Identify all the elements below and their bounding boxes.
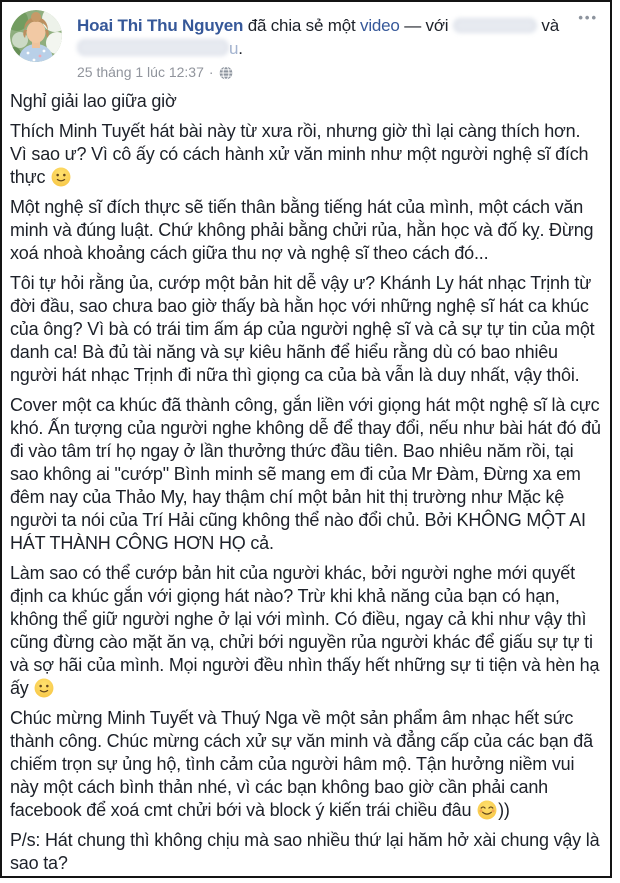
slight-smile-emoji <box>51 167 71 187</box>
post-paragraph: Tôi tự hỏi rằng ủa, cướp một bản hit dễ vậy ư? Khánh Ly hát nhạc Trịnh từ đời đầu, sao chưa bao giờ thấy bà hằn học với những nghệ sĩ hát ca khúc của ông? Vì bà có trái tim ấm áp của người nghệ sĩ và cả sự tự tin của một danh ca! Bà đủ tài năng và sự kiêu hãnh để hiểu rằng dù có bao nhiêu người hát nhạc Trịnh đi nữa thì giọng ca của bà vẫn là duy nhất, vậy thôi. <box>10 273 595 385</box>
post-paragraph: Một nghệ sĩ đích thực sẽ tiến thân bằng tiếng hát của mình, một cách văn minh và đúng luật. Chứ không phải bằng chửi rủa, hằn học và đố kỵ. Đừng xoá nhoà khoảng cách giữa thu nợ và nghệ sĩ theo cách đó... <box>10 197 594 263</box>
and-text: và <box>536 16 559 35</box>
post-body <box>2 82 610 875</box>
with-text: — với <box>399 16 453 35</box>
post-paragraph: Thích Minh Tuyết hát bài này từ xưa rồi, nhưng giờ thì lại càng thích hơn. Vì sao ư? Vì cô ấy có cách hành xử văn minh như một người nghệ sĩ đích thực <box>10 121 589 187</box>
avatar-image <box>10 10 62 62</box>
slight-smile-emoji <box>34 678 54 698</box>
header-text <box>77 10 568 82</box>
meta-separator: · <box>208 64 214 80</box>
video-link[interactable]: video <box>360 16 400 35</box>
avatar[interactable] <box>10 10 62 62</box>
post-meta <box>77 63 568 82</box>
header-line-1 <box>77 14 568 37</box>
post-paragraph: P/s: Hát chung thì không chịu mà sao nhiều thứ lại hăm hở xài chung vậy là sao ta? <box>10 830 600 873</box>
smiling-eyes-emoji <box>477 800 497 820</box>
post-paragraph: Chúc mừng Minh Tuyết và Thuý Nga về một sản phẩm âm nhạc hết sức thành công. Chúc mừng cách xử sự văn minh và đẳng cấp của các bạn đã chiếm trọn sự ủng hộ, tình cảm của người hâm mộ. Tận hưởng niềm vui này một cách bình thản nhé, vì các bạn không bao giờ cần phải canh facebook để xoá cmt chửi bới và block ý kiến trái chiều đâu )) <box>10 708 593 820</box>
timestamp[interactable]: 25 tháng 1 lúc 12:37 <box>77 64 204 80</box>
tagged-friend-2-tail: u <box>229 39 239 58</box>
sentence-period: . <box>238 39 243 58</box>
action-text: đã chia sẻ một <box>243 16 361 35</box>
tagged-friend-1-redacted[interactable] <box>453 18 537 33</box>
header-line-2 <box>77 37 568 60</box>
post-header <box>2 2 610 82</box>
post-paragraph: Làm sao có thể cướp bản hit của người khác, bởi người nghe mới quyết định ca khúc gắn với giọng hát nào? Trừ khi khả năng của bạn có hạn, không thể giữ người nghe ở lại với mình. Có điều, ngay cả khi như vậy thì cũng đừng cào mặt ăn vạ, chửi bới nguyền rủa người khác để giấu sự tự ti và sợ hãi của mình. Mọi người đều nhìn thấy hết những sự ti tiện và hèn hạ ấy <box>10 563 600 698</box>
author-link[interactable]: Hoai Thi Thu Nguyen <box>77 16 244 35</box>
more-options-button[interactable]: ••• <box>578 10 598 25</box>
tagged-friend-2-redacted[interactable] <box>77 39 229 56</box>
post-paragraph: Cover một ca khúc đã thành công, gắn liền với giọng hát một nghệ sĩ là cực khó. Ấn tượng của người nghe không dễ để thay đổi, nếu như bài hát đó đủ đi vào tâm trí họ ngay ở lần thưởng thức đầu tiên. Bao nhiêu năm rồi, tại sao không ai "cướp" Bình minh sẽ mang em đi của Mr Đàm, Đừng xa em đêm nay của Thảo My, hay thậm chí một bản hit thị trường như Mặc kệ người ta nói của Trí Hải cũng không thể nào đổi chủ. Bởi KHÔNG MỘT AI HÁT THÀNH CÔNG HƠN HỌ cả. <box>10 395 601 553</box>
globe-public-icon <box>219 66 233 80</box>
post-paragraph: Nghỉ giải lao giữa giờ <box>10 91 177 111</box>
